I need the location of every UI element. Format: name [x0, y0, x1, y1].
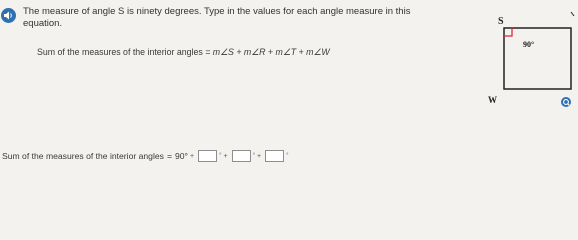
equation-label: Sum of the measures of the interior angles — [37, 47, 203, 57]
vertex-w-label: W — [488, 95, 497, 105]
answer-label: Sum of the measures of the interior angles — [2, 151, 164, 161]
right-angle-marker — [504, 28, 512, 36]
answer-equals: = — [166, 151, 172, 161]
angle-r-input[interactable] — [198, 150, 217, 162]
equation-expression: = m∠S + m∠R + m∠T + m∠W — [205, 47, 330, 57]
quadrilateral-figure — [470, 0, 578, 167]
plus-sign: + — [189, 152, 195, 160]
degree-mark: ° — [219, 153, 222, 159]
speaker-icon — [3, 10, 14, 21]
given-angle-value: 90° — [174, 151, 188, 161]
equation-statement — [37, 47, 330, 58]
degree-mark: ° — [252, 153, 255, 159]
plus-sign: + — [256, 152, 262, 160]
angle-s-measure: 90° — [523, 40, 535, 49]
vertex-mark — [571, 12, 574, 16]
question-prompt: The measure of angle S is ninety degrees. Type in the values for each angle measure in this equation. — [23, 6, 411, 29]
vertex-s-label: S — [498, 16, 504, 27]
answer-row — [2, 150, 288, 162]
audio-button[interactable] — [1, 8, 16, 23]
quadrilateral-shape — [504, 28, 571, 89]
degree-mark: ° — [286, 153, 289, 159]
angle-t-input[interactable] — [232, 150, 251, 162]
magnifier-icon[interactable] — [561, 97, 571, 107]
angle-w-input[interactable] — [265, 150, 284, 162]
plus-sign: + — [223, 152, 228, 160]
